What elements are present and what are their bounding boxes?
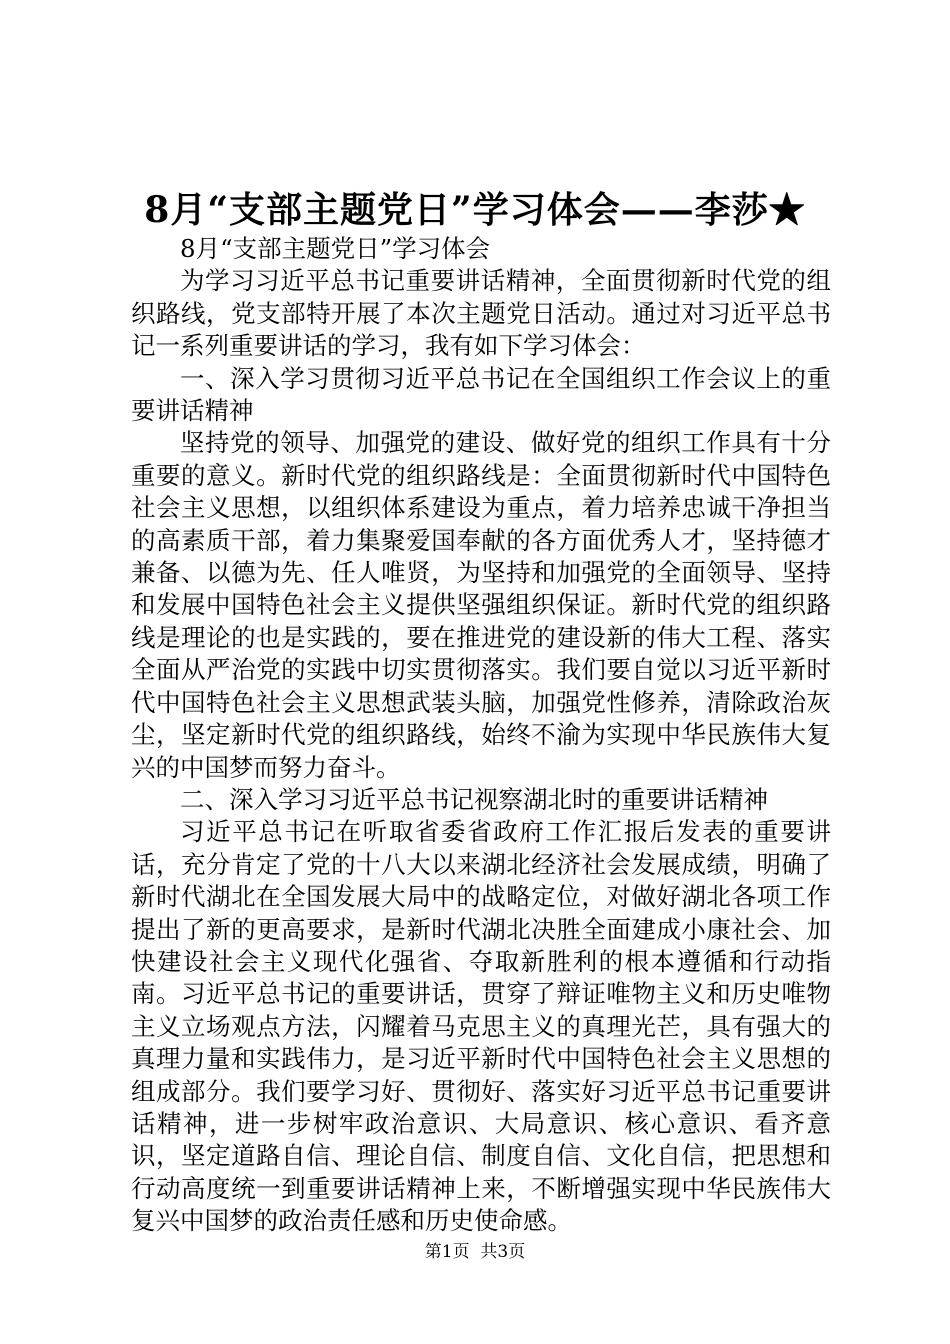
intro-paragraph: 为学习习近平总书记重要讲话精神，全面贯彻新时代党的组织路线，党支部特开展了本次主题党日活动。通过对习近平总书记一系列重要讲话的学习，我有如下学习体会： xyxy=(131,266,831,361)
section-heading-2: 二、深入学习习近平总书记视察湖北时的重要讲话精神 xyxy=(180,784,768,814)
body-paragraph-2: 习近平总书记在听取省委省政府工作汇报后发表的重要讲话，充分肯定了党的十八大以来湖北经济社会发展成绩，明确了新时代湖北在全国发展大局中的战略定位，对做好湖北各项工作提出了新的更高要求，是新时代湖北决胜全面建成小康社会、加快建设社会主义现代化强省、夺取新胜利的根本遵循和行动指南。习近平总书记的重要讲话，贯穿了辩证唯物主义和历史唯物主义立场观点方法，闪耀着马克思主义的真理光芒，具有强大的真理力量和实践伟力，是习近平新时代中国特色社会主义思想的组成部分。我们要学习好、贯彻好、落实好习近平总书记重要讲话精神，进一步树牢政治意识、大局意识、核心意识、看齐意识，坚定道路自信、理论自信、制度自信、文化自信，把思想和行动高度统一到重要讲话精神上来，不断增强实现中华民族伟大复兴中国梦的政治责任感和历史使命感。 xyxy=(131,817,831,1236)
body-paragraph-1: 坚持党的领导、加强党的建设、做好党的组织工作具有十分重要的意义。新时代党的组织路线是：全面贯彻新时代中国特色社会主义思想，以组织体系建设为重点，着力培养忠诚干净担当的高素质干部，着力集聚爱国奉献的各方面优秀人才，坚持德才兼备、以德为先、任人唯贤，为坚持和加强党的全面领导、坚持和发展中国特色社会主义提供坚强组织保证。新时代党的组织路线是理论的也是实践的，要在推进党的建设新的伟大工程、落实全面从严治党的实践中切实贯彻落实。我们要自觉以习近平新时代中国特色社会主义思想武装头脑，加强党性修养，清除政治灰尘，坚定新时代党的组织路线，始终不渝为实现中华民族伟大复兴的中国梦而努力奋斗。 xyxy=(131,428,831,782)
section-heading-1: 一、深入学习贯彻习近平总书记在全国组织工作会议上的重要讲话精神 xyxy=(131,363,831,426)
page-number-footer: 第1页 共3页 xyxy=(424,1242,526,1262)
document-title: 8月“支部主题党日”学习体会——李莎★ xyxy=(144,189,806,231)
document-body xyxy=(131,233,831,1238)
subtitle-paragraph: 8月“支部主题党日”学习体会 xyxy=(180,234,491,263)
